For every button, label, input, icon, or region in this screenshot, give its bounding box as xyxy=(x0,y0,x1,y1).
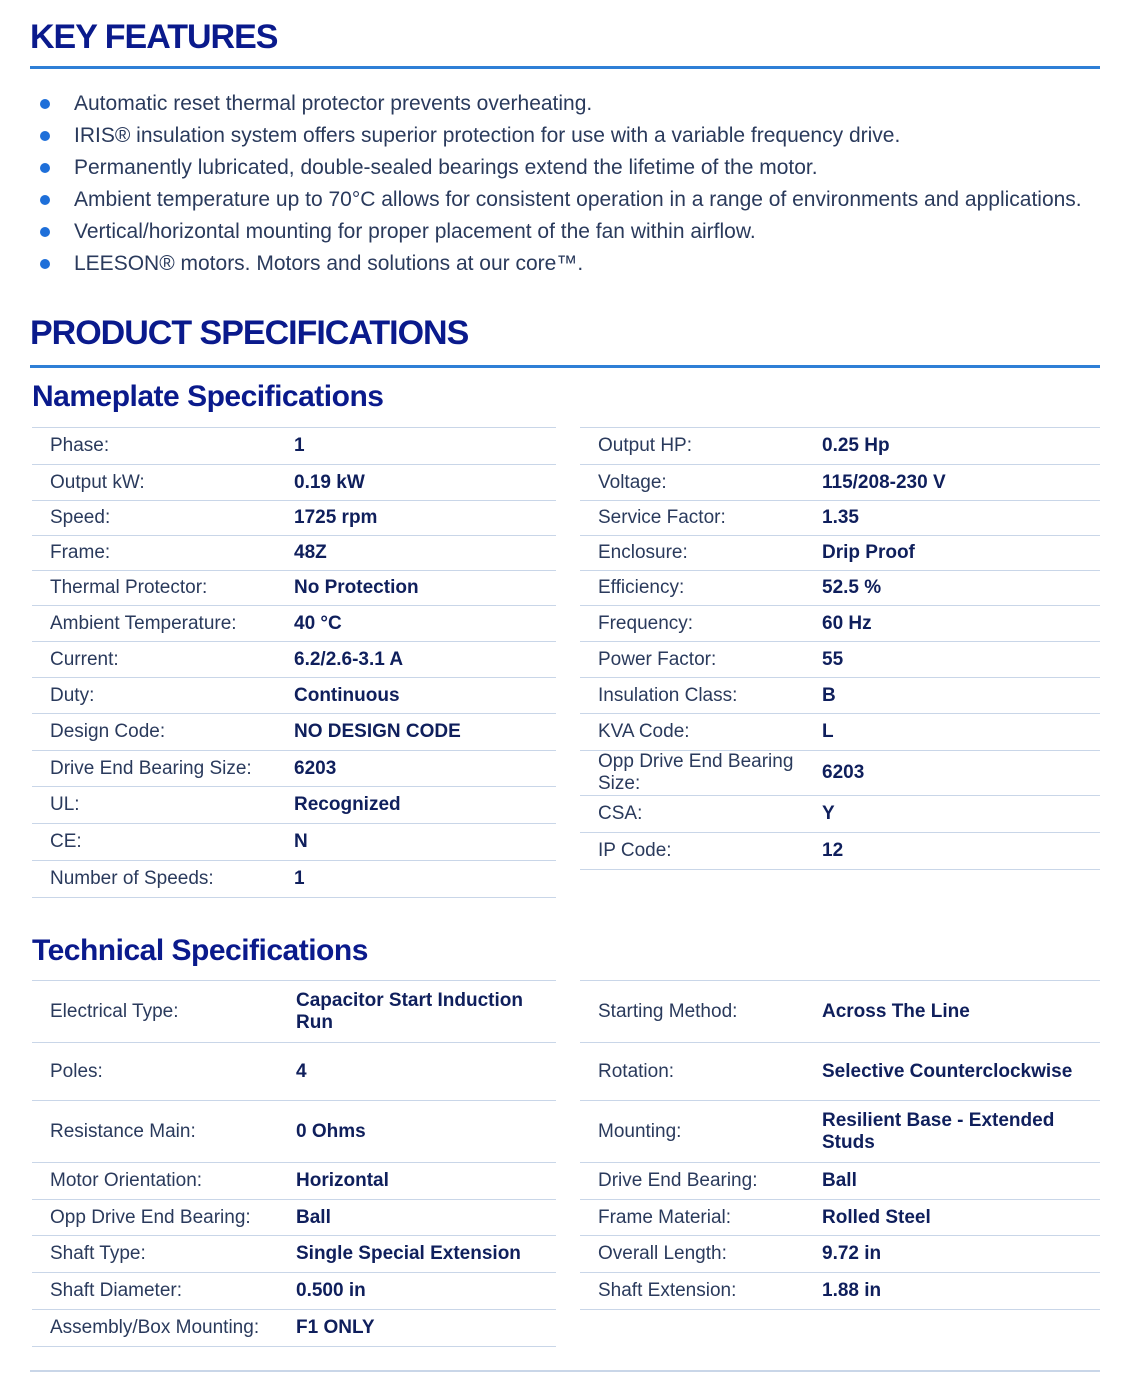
spec-value: Selective Counterclockwise xyxy=(822,1043,1100,1101)
spec-row xyxy=(32,1043,556,1101)
spec-row xyxy=(580,536,1100,571)
bottom-divider xyxy=(30,1370,1100,1372)
spec-label: Electrical Type: xyxy=(32,981,296,1043)
spec-row xyxy=(32,642,556,678)
spec-value: No Protection xyxy=(294,571,556,606)
spec-value: Ball xyxy=(822,1163,1100,1200)
spec-row xyxy=(32,606,556,642)
spec-label: CE: xyxy=(32,824,294,861)
spec-label: Efficiency: xyxy=(580,571,822,606)
spec-value: Y xyxy=(822,796,1100,833)
spec-value: 6203 xyxy=(822,751,1100,796)
spec-value: 1.35 xyxy=(822,501,1100,536)
spec-label: Shaft Diameter: xyxy=(32,1273,296,1310)
spec-label: Voltage: xyxy=(580,465,822,501)
key-features-rule xyxy=(30,66,1100,69)
spec-label: Output kW: xyxy=(32,465,294,501)
spec-label: Frame Material: xyxy=(580,1200,822,1236)
feature-item: Ambient temperature up to 70°C allows for consistent operation in a range of environments and applications. xyxy=(40,184,1100,216)
spec-row xyxy=(580,981,1100,1043)
spec-value: Resilient Base - Extended Studs xyxy=(822,1101,1100,1163)
spec-value: Ball xyxy=(296,1200,556,1236)
spec-row xyxy=(32,1273,556,1310)
spec-value: Recognized xyxy=(294,787,556,824)
spec-value: Rolled Steel xyxy=(822,1200,1100,1236)
spec-value: Horizontal xyxy=(296,1163,556,1200)
bullet-icon xyxy=(40,227,50,237)
spec-value: 1725 rpm xyxy=(294,501,556,536)
spec-row xyxy=(32,751,556,787)
spec-label: Frame: xyxy=(32,536,294,571)
product-specifications-heading: PRODUCT SPECIFICATIONS xyxy=(30,314,469,352)
spec-row xyxy=(580,714,1100,751)
spec-value: 1 xyxy=(294,861,556,898)
spec-label: Opp Drive End Bearing Size: xyxy=(580,751,822,796)
spec-label: Shaft Extension: xyxy=(580,1273,822,1310)
spec-value: N xyxy=(294,824,556,861)
spec-label: Speed: xyxy=(32,501,294,536)
spec-label: Mounting: xyxy=(580,1101,822,1163)
spec-row xyxy=(580,1043,1100,1101)
spec-row xyxy=(32,1200,556,1236)
spec-value: 9.72 in xyxy=(822,1236,1100,1273)
spec-value: L xyxy=(822,714,1100,751)
feature-item: Permanently lubricated, double-sealed bearings extend the lifetime of the motor. xyxy=(40,152,1100,184)
spec-value: Continuous xyxy=(294,678,556,714)
spec-label: UL: xyxy=(32,787,294,824)
spec-label: Overall Length: xyxy=(580,1236,822,1273)
key-features-heading: KEY FEATURES xyxy=(30,18,278,56)
spec-row xyxy=(32,428,556,465)
spec-value: 12 xyxy=(822,833,1100,870)
spec-row xyxy=(32,678,556,714)
spec-row xyxy=(580,501,1100,536)
spec-value: 0.500 in xyxy=(296,1273,556,1310)
spec-label: Insulation Class: xyxy=(580,678,822,714)
spec-label: Drive End Bearing: xyxy=(580,1163,822,1200)
spec-label: Frequency: xyxy=(580,606,822,642)
spec-value: Capacitor Start Induction Run xyxy=(296,981,556,1043)
spec-row xyxy=(580,833,1100,870)
spec-row xyxy=(580,1163,1100,1200)
spec-label: Service Factor: xyxy=(580,501,822,536)
spec-row xyxy=(580,571,1100,606)
spec-row xyxy=(580,1101,1100,1163)
spec-value: 115/208-230 V xyxy=(822,465,1100,501)
spec-row xyxy=(580,1200,1100,1236)
nameplate-right-table xyxy=(580,427,1100,870)
spec-row xyxy=(32,1163,556,1200)
spec-label: Motor Orientation: xyxy=(32,1163,296,1200)
spec-value: 6.2/2.6-3.1 A xyxy=(294,642,556,678)
spec-row xyxy=(580,1236,1100,1273)
spec-value: 1.88 in xyxy=(822,1273,1100,1310)
spec-label: Opp Drive End Bearing: xyxy=(32,1200,296,1236)
spec-row xyxy=(580,751,1100,796)
spec-label: CSA: xyxy=(580,796,822,833)
spec-value: 1 xyxy=(294,428,556,465)
spec-row xyxy=(32,571,556,606)
spec-row xyxy=(32,861,556,898)
spec-value: Across The Line xyxy=(822,981,1100,1043)
spec-label: Drive End Bearing Size: xyxy=(32,751,294,787)
spec-row xyxy=(580,642,1100,678)
spec-value: 6203 xyxy=(294,751,556,787)
spec-value: B xyxy=(822,678,1100,714)
feature-item: LEESON® motors. Motors and solutions at our core™. xyxy=(40,248,1100,280)
spec-row xyxy=(580,428,1100,465)
spec-row xyxy=(580,606,1100,642)
spec-row xyxy=(32,1236,556,1273)
spec-label: Starting Method: xyxy=(580,981,822,1043)
spec-value: 60 Hz xyxy=(822,606,1100,642)
spec-value: F1 ONLY xyxy=(296,1310,556,1347)
spec-value: 40 °C xyxy=(294,606,556,642)
spec-label: Resistance Main: xyxy=(32,1101,296,1163)
spec-value: 52.5 % xyxy=(822,571,1100,606)
spec-label: Ambient Temperature: xyxy=(32,606,294,642)
spec-row xyxy=(32,787,556,824)
spec-value: Drip Proof xyxy=(822,536,1100,571)
spec-value: 55 xyxy=(822,642,1100,678)
spec-row xyxy=(32,981,556,1043)
spec-value: 48Z xyxy=(294,536,556,571)
spec-row xyxy=(32,824,556,861)
spec-row xyxy=(580,796,1100,833)
bullet-icon xyxy=(40,195,50,205)
spec-row xyxy=(32,714,556,751)
spec-label: Enclosure: xyxy=(580,536,822,571)
spec-label: KVA Code: xyxy=(580,714,822,751)
product-specifications-rule xyxy=(30,365,1100,368)
spec-row xyxy=(32,465,556,501)
spec-label: Poles: xyxy=(32,1043,296,1101)
bullet-icon xyxy=(40,99,50,109)
spec-label: Output HP: xyxy=(580,428,822,465)
spec-value: 4 xyxy=(296,1043,556,1101)
technical-left-table xyxy=(32,980,556,1347)
spec-row xyxy=(580,465,1100,501)
feature-item: IRIS® insulation system offers superior protection for use with a variable frequency drive. xyxy=(40,120,1100,152)
spec-value: Single Special Extension xyxy=(296,1236,556,1273)
spec-label: Rotation: xyxy=(580,1043,822,1101)
spec-row xyxy=(32,1101,556,1163)
spec-row xyxy=(580,1273,1100,1310)
bullet-icon xyxy=(40,131,50,141)
spec-row xyxy=(580,678,1100,714)
bullet-icon xyxy=(40,163,50,173)
spec-label: IP Code: xyxy=(580,833,822,870)
feature-item: Automatic reset thermal protector prevents overheating. xyxy=(40,88,1100,120)
spec-label: Number of Speeds: xyxy=(32,861,294,898)
spec-label: Assembly/Box Mounting: xyxy=(32,1310,296,1347)
nameplate-specifications-heading: Nameplate Specifications xyxy=(32,380,384,413)
spec-row xyxy=(32,536,556,571)
feature-list xyxy=(40,88,1100,280)
spec-value: NO DESIGN CODE xyxy=(294,714,556,751)
nameplate-left-table xyxy=(32,427,556,898)
spec-label: Shaft Type: xyxy=(32,1236,296,1273)
spec-label: Current: xyxy=(32,642,294,678)
technical-specifications-heading: Technical Specifications xyxy=(32,934,368,967)
spec-value: 0 Ohms xyxy=(296,1101,556,1163)
spec-label: Design Code: xyxy=(32,714,294,751)
spec-row xyxy=(32,501,556,536)
spec-value: 0.19 kW xyxy=(294,465,556,501)
spec-label: Thermal Protector: xyxy=(32,571,294,606)
spec-label: Power Factor: xyxy=(580,642,822,678)
technical-right-table xyxy=(580,980,1100,1310)
spec-row xyxy=(32,1310,556,1347)
feature-item: Vertical/horizontal mounting for proper placement of the fan within airflow. xyxy=(40,216,1100,248)
spec-label: Phase: xyxy=(32,428,294,465)
spec-label: Duty: xyxy=(32,678,294,714)
spec-value: 0.25 Hp xyxy=(822,428,1100,465)
bullet-icon xyxy=(40,259,50,269)
